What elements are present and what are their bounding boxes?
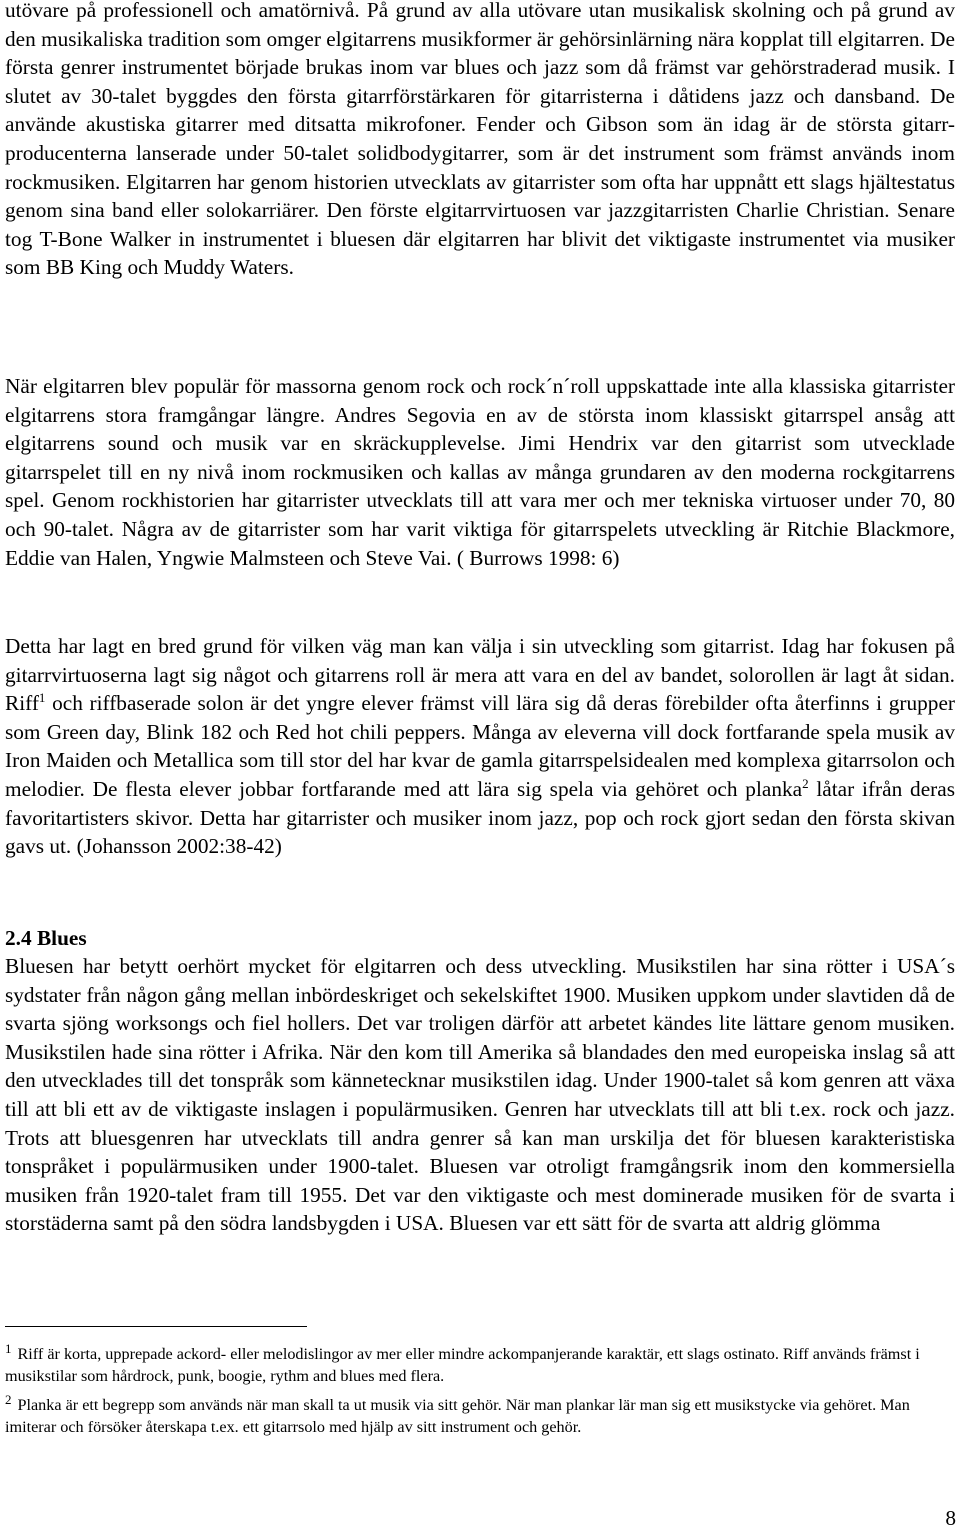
footnote-ref-2: 2: [802, 775, 809, 791]
body-paragraph-2: När elgitarren blev populär för massorna genom rock och rock´n´roll uppskattade inte alla klassiska gitarrister elgitarrens stora framgångar längre. Andres Segovia en av de största inom klassiskt gitarrspel ansåg att elgitarrens sound och musik var en skräckupplevelse. Jimi Hendrix var den gitarrist som utvecklade gitarrspelet till en ny nivå inom rockmusiken och kallas av många grundaren av den moderna rockgitarrens spel. Genom rockhistorien har gitarrister utvecklats till att vara mer och mer tekniska virtuoser under 70, 80 och 90-talet. Några av de gitarrister som har varit viktiga för gitarrspelets utveckling är Ritchie Blackmore, Eddie van Halen, Yngwie Malmsteen och Steve Vai. ( Burrows 1998: 6): [5, 374, 955, 570]
paragraph-3-text-a: Detta har lagt en bred grund för vilken väg man kan välja i sin utveckling som gitarrist. Idag har fokusen på gitarrvirtuoserna lagt sig något och gitarrens roll är mera att vara en del av bandet, solorollen är lagt åt sidan. Riff: [5, 634, 955, 716]
footnotes: [5, 1338, 955, 1440]
footnote-2: [5, 1389, 955, 1438]
footnote-number: 2: [5, 1392, 12, 1407]
footnote-number: 1: [5, 1341, 12, 1356]
page-number: 8: [945, 1506, 956, 1530]
section-heading: 2.4 Blues: [5, 926, 87, 950]
body-paragraph-3: [5, 632, 955, 861]
footnote-ref-1: 1: [38, 690, 46, 706]
paragraph-3-text-c: låtar ifrån deras favoritartisters skivor. Detta har gitarrister och musiker inom jazz, pop och rock gjort sedan den första skivan gavs ut. (Johansson 2002:38-42): [5, 776, 955, 859]
footnote-text: Riff är korta, upprepade ackord- eller melodislingor av mer eller mindre ackompanjerande karaktär, ett slags ostinato. Riff används främst i musikstilar som hårdrock, punk, boogie, rythm and blues med flera.: [5, 1345, 920, 1385]
footnote-text: Planka är ett begrepp som används när man skall ta ut musik via sitt gehör. När man plankar lär man sig ett musikstycke via gehöret. Man imiterar och försöker återskapa t.ex. ett gitarrsolo med hjälp av sitt instrument och gehör.: [5, 1396, 910, 1436]
body-paragraph-4: Bluesen har betytt oerhört mycket för elgitarren och dess utveckling. Musikstilen har sina rötter i USA´s sydstater från någon gång mellan inbördeskriget och sekelskiftet 1900. Musiken uppkom under slavtiden då de svarta sjöng worksongs och fiel hollers. Det var troligen därför att arbetet kändes lite lättare genom musiken. Musikstilen hade sina rötter i Afrika. När den kom till Amerika så blandades den med europeiska inslag så att den utvecklades till det tonspråk som kännetecknar musikstilen idag. Under 1900-talet så kom genren att växa till att bli ett av de viktigaste inslagen i populärmusiken. Genren har utvecklats till att bli t.ex. rock och jazz. Trots att bluesgenren har utvecklats till andra genrer så kan man urskilja det för bluesen karakteristiska tonspråket i populärmusiken under 1900-talet. Bluesen var otroligt framgångsrik inom den kommersiella musiken från 1920-talet fram till 1955. Det var den viktigaste och mest dominerade musiken för de svarta i storstäderna samt på den södra landsbygden i USA. Bluesen var ett sätt för de svarta att aldrig glömma: [5, 954, 955, 1236]
body-paragraph-1: utövare på professionell och amatörnivå. På grund av alla utövare utan musikalisk skolning och på grund av den musikaliska tradition som omger elgitarrens musikformer är gehörsinlärning nära kopplat till elgitarren. De första genrer instrumentet började brukas inom var blues och jazz som då främst var gehörstraderad musik. I slutet av 30-talet byggdes den första gitarrförstärkaren för gitarristerna i dåtidens jazz och dansband. De använde akustiska gitarrer med ditsatta mikrofoner. Fender och Gibson som än idag är de största gitarr-producenterna lanserade under 50-talet solidbodygitarrer, som är det instrument som främst används inom rockmusiken. Elgitarren har genom historien utvecklats av gitarrister som ofta har uppnått ett slags hjältestatus genom sina band eller solokarriärer. Den förste elgitarrvirtuosen var jazzgitarristen Charlie Christian. Senare tog T-Bone Walker in instrumentet i bluesen där elgitarren har blivit det viktigaste instrumentet via musiker som BB King och Muddy Waters.: [5, 0, 955, 280]
footnote-1: [5, 1338, 955, 1387]
footnote-separator: [5, 1326, 307, 1327]
paragraph-3-text-b: och riffbaserade solon är det yngre elever främst vill lära sig då deras förebilder ofta återfinns i grupper som Green day, Blink 182 och Red hot chili peppers. Många av eleverna vill dock fortfarande spela musik av Iron Maiden och Metallica som till stor del har kvar de gamla gitarrspelsidealen med komplexa gitarrsolon och melodier. De flesta elever jobbar fortfarande med att lära sig spela via gehöret och planka: [5, 691, 955, 801]
